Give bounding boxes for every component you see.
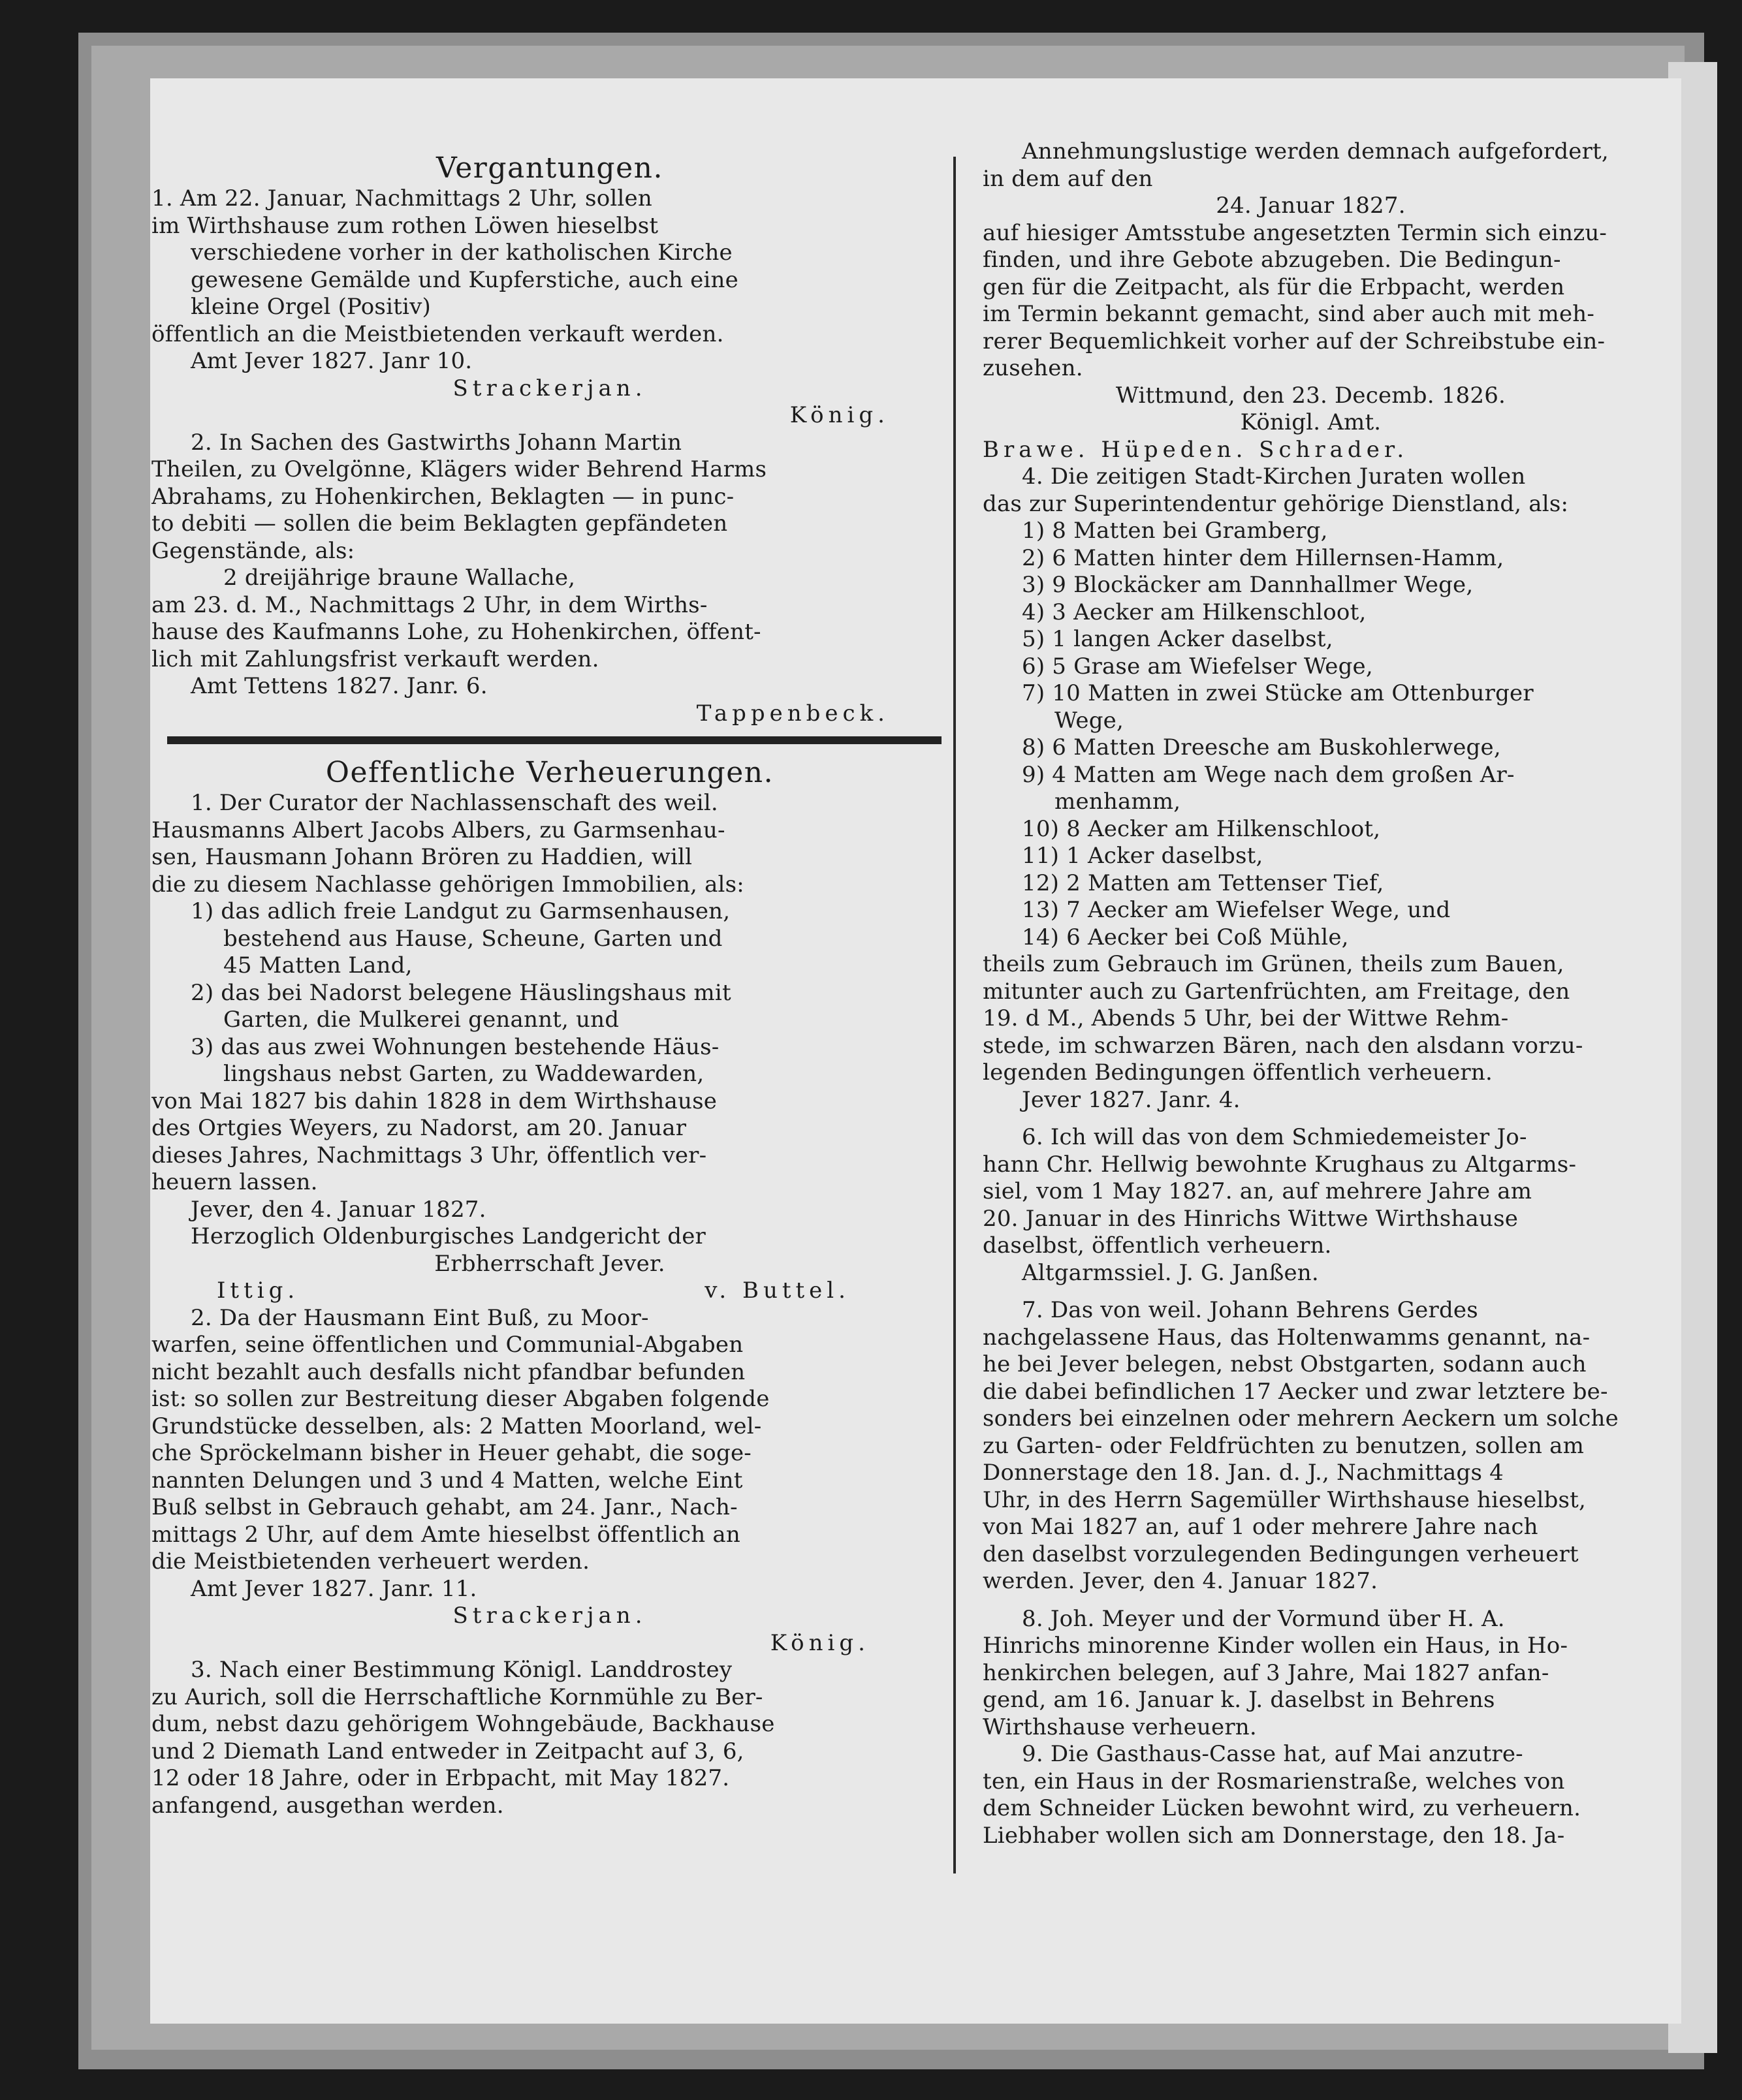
item-3-continuation — [983, 138, 1639, 463]
list-item: 5) 1 langen Acker daselbst, — [1022, 626, 1333, 652]
text-line: sen, Hausmann Johann Brören zu Haddien, will — [151, 844, 693, 870]
text-line: das zur Superintendentur gehörige Dienstland, als: — [983, 490, 1569, 517]
list-item: 6) 5 Grase am Wiefelser Wege, — [1022, 653, 1373, 680]
item-6 — [983, 1124, 1639, 1287]
text-line: Buß selbst in Gebrauch gehabt, am 24. Janr., Nach- — [151, 1494, 738, 1520]
text-line: finden, und ihre Gebote abzugeben. Die Bedingun- — [983, 247, 1561, 273]
text-line: siel, vom 1 May 1827. an, auf mehrere Jahre am — [983, 1178, 1532, 1204]
text-line: nannten Delungen und 3 und 4 Matten, welche Eint — [151, 1467, 743, 1494]
list-item: 1) das adlich freie Landgut zu Garmsenhausen, — [191, 898, 731, 924]
text-line: 7. Das von weil. Johann Behrens Gerdes — [1022, 1297, 1478, 1323]
list-item: 12) 2 Matten am Tettenser Tief, — [1022, 870, 1384, 896]
text-line: mittags 2 Uhr, auf dem Amte hieselbst öffentlich an — [151, 1521, 740, 1548]
text-line: he bei Jever belegen, nebst Obstgarten, sodann auch — [983, 1351, 1587, 1377]
text-line: che Spröckelmann bisher in Heuer gehabt, die soge- — [151, 1440, 752, 1466]
text-line: 2. Da der Hausmann Eint Buß, zu Moor- — [191, 1304, 649, 1331]
text-line: in dem auf den — [983, 165, 1153, 192]
text-line: 2. In Sachen des Gastwirths Johann Martin — [191, 429, 682, 456]
text-line: dieses Jahres, Nachmittags 3 Uhr, öffentlich ver- — [151, 1142, 707, 1168]
text-line: Uhr, in des Herrn Sagemüller Wirthshause hieselbst, — [983, 1486, 1587, 1513]
list-item: 9) 4 Matten am Wege nach dem großen Ar- — [1022, 761, 1515, 788]
text-line: gend, am 16. Januar k. J. daselbst in Behrens — [983, 1687, 1495, 1713]
text-line: stede, im schwarzen Bären, nach den alsdann vorzu- — [983, 1032, 1583, 1059]
signature: v. Buttel. — [705, 1277, 850, 1304]
text-line: Gegenstände, als: — [151, 537, 355, 564]
text-line: hause des Kaufmanns Lohe, zu Hohenkirchen, öffent- — [151, 619, 761, 645]
text-line: dum, nebst dazu gehörigem Wohngebäude, Backhause — [151, 1711, 775, 1737]
signature-line: Altgarmssiel. J. G. Janßen. — [1022, 1259, 1319, 1286]
list-item: 3) das aus zwei Wohnungen bestehende Häus- — [191, 1033, 720, 1060]
text-line: Annehmungslustige werden demnach aufgefordert, — [1022, 138, 1609, 165]
text-line: lich mit Zahlungsfrist verkauft werden. — [151, 646, 599, 672]
signature: König. — [789, 402, 889, 428]
authority-line: Herzoglich Oldenburgisches Landgericht der — [191, 1223, 706, 1249]
text-line: gewesene Gemälde und Kupferstiche, auch eine — [191, 266, 738, 293]
text-line: Wirthshause verheuern. — [983, 1714, 1257, 1740]
text-line: 4. Die zeitigen Stadt-Kirchen Juraten wollen — [1022, 463, 1526, 490]
text-line: öffentlich an die Meistbietenden verkauft werden. — [151, 321, 724, 347]
text-line: im Wirthshause zum rothen Löwen hieselbst — [151, 212, 659, 239]
item-7 — [983, 1297, 1639, 1595]
text-line: auf hiesiger Amtsstube angesetzten Termin sich einzu- — [983, 219, 1607, 246]
section-verheuerungen — [151, 756, 948, 1819]
text-line: heuern lassen. — [151, 1169, 318, 1195]
text-line: dem Schneider Lücken bewohnt wird, zu verheuern. — [983, 1795, 1581, 1821]
list-item: 14) 6 Aecker bei Coß Mühle, — [1022, 924, 1349, 950]
spacer — [983, 1114, 1639, 1124]
text-line: von Mai 1827 bis dahin 1828 in dem Wirthshause — [151, 1088, 718, 1114]
text-line: Hausmanns Albert Jacobs Albers, zu Garmsenhau- — [151, 817, 725, 843]
text-line: verschiedene vorher in der katholischen Kirche — [191, 240, 733, 266]
text-line: kleine Orgel (Positiv) — [191, 294, 431, 320]
item-4 — [983, 463, 1639, 1114]
text-line: zu Garten- oder Feldfrüchten zu benutzen, sollen am — [983, 1432, 1585, 1459]
text-line: zusehen. — [983, 355, 1083, 381]
list-item: 13) 7 Aecker am Wiefelser Wege, und — [1022, 897, 1451, 923]
date-line: Wittmund, den 23. Decemb. 1826. — [1115, 382, 1506, 409]
text-line: 2 dreijährige braune Wallache, — [223, 565, 576, 591]
section-heading: Oeffentliche Verheuerungen. — [325, 756, 774, 789]
text-line: 20. Januar in des Hinrichs Wittwe Wirthshause — [983, 1205, 1519, 1232]
right-column — [983, 138, 1639, 1849]
text-line: werden. Jever, den 4. Januar 1827. — [983, 1568, 1378, 1594]
text-line: Hinrichs minorenne Kinder wollen ein Haus, in Ho- — [983, 1633, 1568, 1659]
text-line: den daselbst vorzulegenden Bedingungen verheuert — [983, 1541, 1579, 1567]
left-column — [151, 151, 948, 1819]
text-line: zu Aurich, soll die Herrschaftliche Kornmühle zu Ber- — [151, 1684, 763, 1710]
text-line: Theilen, zu Ovelgönne, Klägers wider Behrend Harms — [151, 456, 767, 482]
list-item: 1) 8 Matten bei Gramberg, — [1022, 518, 1328, 544]
section-vergantungen — [151, 151, 948, 727]
list-item: menhamm, — [1054, 789, 1181, 815]
date-line: Amt Tettens 1827. Janr. 6. — [191, 673, 488, 699]
text-line: 6. Ich will das von dem Schmiedemeister Jo- — [1022, 1124, 1527, 1150]
list-item: 10) 8 Aecker am Hilkenschloot, — [1022, 815, 1381, 842]
text-line: des Ortgies Weyers, zu Nadorst, am 20. Januar — [151, 1115, 687, 1141]
text-line: rerer Bequemlichkeit vorher auf der Schreibstube ein- — [983, 328, 1606, 354]
section-heading: Vergantungen. — [436, 151, 663, 185]
text-line: 1. Der Curator der Nachlassenschaft des weil. — [191, 790, 718, 816]
text-line: henkirchen belegen, auf 3 Jahre, Mai 1827 anfan- — [983, 1659, 1549, 1686]
list-item: lingshaus nebst Garten, zu Waddewarden, — [223, 1061, 705, 1087]
text-line: 19. d M., Abends 5 Uhr, bei der Wittwe Rehm- — [983, 1005, 1509, 1031]
list-item: 45 Matten Land, — [223, 952, 413, 979]
text-line: und 2 Diemath Land entweder in Zeitpacht auf 3, 6, — [151, 1738, 744, 1764]
date-line: Amt Jever 1827. Janr. 11. — [191, 1575, 477, 1602]
section-separator-rule — [167, 736, 942, 744]
list-item: 7) 10 Matten in zwei Stücke am Ottenburger — [1022, 680, 1534, 706]
signature: Strackerjan. — [452, 375, 647, 401]
text-line: daselbst, öffentlich verheuern. — [983, 1232, 1332, 1259]
signature: Ittig. — [217, 1277, 300, 1304]
text-line: theils zum Gebrauch im Grünen, theils zum Bauen, — [983, 951, 1564, 977]
text-line: die Meistbietenden verheuert werden. — [151, 1548, 590, 1575]
text-line: Grundstücke desselben, als: 2 Matten Moorland, wel- — [151, 1413, 762, 1439]
signature: Tappenbeck. — [696, 700, 889, 727]
list-item: Wege, — [1054, 707, 1124, 734]
date-line: Jever, den 4. Januar 1827. — [191, 1196, 486, 1223]
date-line: 24. Januar 1827. — [1216, 193, 1406, 219]
list-item: 8) 6 Matten Dreesche am Buskohlerwege, — [1022, 734, 1501, 760]
text-line: Liebhaber wollen sich am Donnerstage, den 18. Ja- — [983, 1822, 1565, 1849]
text-line: ist: so sollen zur Bestreitung dieser Abgaben folgende — [151, 1386, 770, 1412]
text-line: warfen, seine öffentlichen und Communial-Abgaben — [151, 1332, 744, 1358]
date-line: Amt Jever 1827. Janr 10. — [191, 348, 473, 374]
text-line: 12 oder 18 Jahre, oder in Erbpacht, mit May 1827. — [151, 1765, 730, 1791]
text-line: von Mai 1827 an, auf 1 oder mehrere Jahre nach — [983, 1514, 1538, 1540]
list-item: 11) 1 Acker daselbst, — [1022, 843, 1263, 869]
text-line: ten, ein Haus in der Rosmarienstraße, welches von — [983, 1768, 1565, 1794]
spacer — [983, 1595, 1639, 1606]
text-line: hann Chr. Hellwig bewohnte Krughaus zu Altgarms- — [983, 1151, 1577, 1178]
text-line: 9. Die Gasthaus-Casse hat, auf Mai anzutre- — [1022, 1741, 1523, 1767]
spacer — [983, 1287, 1639, 1297]
text-line: am 23. d. M., Nachmittags 2 Uhr, in dem Wirths- — [151, 591, 708, 618]
list-item: 2) das bei Nadorst belegene Häuslingshaus mit — [191, 979, 731, 1006]
text-line: im Termin bekannt gemacht, sind aber auch mit meh- — [983, 301, 1595, 327]
text-line: anfangend, ausgethan werden. — [151, 1792, 504, 1819]
date-line: Jever 1827. Janr. 4. — [1022, 1086, 1241, 1113]
signature-row — [151, 1277, 948, 1305]
column-divider — [953, 157, 956, 1873]
text-line: 8. Joh. Meyer und der Vormund über H. A. — [1022, 1605, 1505, 1632]
text-line: nicht bezahlt auch desfalls nicht pfandbar befunden — [151, 1358, 746, 1385]
text-line: to debiti — sollen die beim Beklagten gepfändeten — [151, 510, 728, 537]
authority-line: Erbherrschaft Jever. — [434, 1250, 665, 1277]
signature: König. — [770, 1629, 870, 1656]
text-line: Abrahams, zu Hohenkirchen, Beklagten — in punc- — [151, 483, 735, 510]
signature: Strackerjan. — [452, 1603, 647, 1629]
list-item: bestehend aus Hause, Scheune, Garten und — [223, 925, 723, 952]
text-line: gen für die Zeitpacht, als für die Erbpacht, werden — [983, 274, 1565, 300]
text-line: 3. Nach einer Bestimmung Königl. Landdrostey — [191, 1657, 733, 1683]
list-item: 2) 6 Matten hinter dem Hillernsen-Hamm, — [1022, 544, 1504, 571]
text-line: sonders bei einzelnen oder mehrern Aeckern um solche — [983, 1405, 1619, 1432]
item-9 — [983, 1741, 1639, 1849]
text-line: mitunter auch zu Gartenfrüchten, am Freitage, den — [983, 978, 1570, 1005]
list-item: 4) 3 Aecker am Hilkenschloot, — [1022, 599, 1367, 625]
authority-line: Königl. Amt. — [1240, 409, 1382, 435]
item-8 — [983, 1606, 1639, 1742]
text-line: nachgelassene Haus, das Holtenwamms genannt, na- — [983, 1324, 1591, 1351]
list-item: 3) 9 Blockäcker am Dannhallmer Wege, — [1022, 572, 1474, 598]
text-line: legenden Bedingungen öffentlich verheuern. — [983, 1059, 1493, 1086]
list-item: Garten, die Mulkerei genannt, und — [223, 1007, 620, 1033]
text-line: die dabei befindlichen 17 Aecker und zwar letztere be- — [983, 1378, 1608, 1405]
text-line: 1. Am 22. Januar, Nachmittags 2 Uhr, sollen — [151, 185, 652, 212]
text-line: die zu diesem Nachlasse gehörigen Immobilien, als: — [151, 871, 744, 898]
text-line: Donnerstage den 18. Jan. d. J., Nachmittags 4 — [983, 1460, 1504, 1486]
signature-row: Brawe. Hüpeden. Schrader. — [983, 436, 1409, 463]
